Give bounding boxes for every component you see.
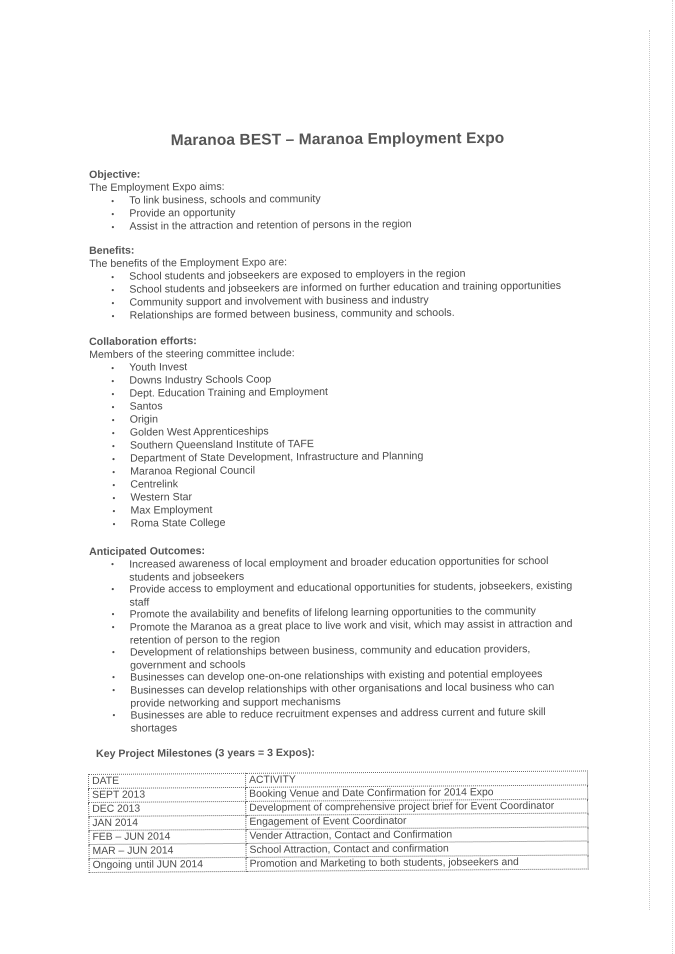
list-item-text: Santos	[129, 400, 163, 413]
milestones-heading: Key Project Milestones (3 years = 3 Expos):	[96, 746, 315, 760]
bullet-icon: •	[112, 493, 116, 503]
objective-heading: Objective:	[89, 168, 141, 181]
bullet-icon: •	[112, 467, 116, 477]
benefits-list	[89, 267, 589, 323]
list-item-text: Development of relationships between business, community and education providers, government and schools	[129, 643, 531, 672]
list-item-text: Businesses can develop relationships with other organisations and local business who can provide networking and support mechanisms	[130, 680, 555, 710]
milestone-date-cell: DEC 2013	[89, 801, 246, 816]
bullet-icon: •	[111, 209, 115, 219]
list-item-text: Community support and involvement with business and industry	[129, 294, 429, 309]
milestone-activity-cell: Booking Venue and Date Confirmation for 2014 Expo	[246, 785, 588, 801]
list-item-text: Department of State Development, Infrastructure and Planning	[130, 450, 424, 465]
list-item	[90, 706, 580, 735]
bullet-icon: •	[111, 622, 115, 632]
list-item-text: Roma State College	[130, 516, 226, 530]
list-item-text: Dept. Education Training and Employment	[129, 385, 329, 400]
bullet-icon: •	[111, 363, 115, 373]
list-item-text: Businesses can develop one-on-one relationships with existing and potential employees	[130, 668, 543, 684]
milestone-date-cell: JAN 2014	[89, 815, 246, 830]
milestone-activity-cell: Development of comprehensive project brief for Event Coordinator	[246, 799, 588, 815]
benefits-heading: Benefits:	[89, 244, 135, 257]
collaboration-heading: Collaboration efforts:	[89, 335, 197, 348]
bullet-icon: •	[111, 428, 115, 438]
bullet-icon: •	[111, 610, 115, 620]
milestone-activity-cell: Vender Attraction, Contact and Confirmation	[246, 827, 588, 843]
milestones-table	[88, 771, 589, 873]
bullet-icon: •	[111, 389, 115, 399]
list-item-text: Origin	[129, 413, 159, 426]
outcomes-section	[89, 542, 581, 736]
bullet-icon: •	[111, 441, 115, 451]
bullet-icon: •	[111, 272, 115, 282]
milestone-activity-cell: Promotion and Marketing to both students, jobseekers and	[246, 855, 588, 871]
document-title: Maranoa BEST – Maranoa Employment Expo	[170, 129, 505, 150]
bullet-icon: •	[111, 584, 115, 594]
bullet-icon: •	[111, 222, 115, 232]
list-item-text: Promote the availability and benefits of lifelong learning opportunities to the community	[129, 605, 536, 622]
benefits-intro: The benefits of the Employment Expo are:	[89, 256, 288, 270]
bullet-icon: •	[111, 298, 115, 308]
bullet-icon: •	[112, 454, 115, 464]
bullet-icon: •	[111, 311, 115, 321]
collaboration-section	[89, 332, 591, 531]
bullet-icon: •	[112, 506, 116, 516]
bullet-icon: •	[111, 196, 115, 206]
bullet-icon: •	[111, 415, 115, 425]
bullet-icon: •	[112, 673, 116, 683]
list-item-text: Businesses are able to reduce recruitment expenses and address current and future skill shortages	[130, 706, 546, 735]
list-item-text: Downs Industry Schools Coop	[129, 373, 272, 387]
bullet-icon: •	[111, 285, 115, 295]
milestone-date-cell: Ongoing until JUN 2014	[89, 857, 246, 872]
bullet-icon: •	[111, 402, 115, 412]
milestone-activity-cell: School Attraction, Contact and confirmation	[246, 841, 588, 857]
list-item-text: Max Employment	[130, 503, 213, 517]
bullet-icon: •	[112, 685, 116, 695]
milestone-date-cell: SEPT 2013	[89, 787, 246, 802]
list-item-text: Centrelink	[130, 478, 179, 491]
list-item-text: Increased awareness of local employment and broader education opportunities for school students and jobseekers	[129, 554, 549, 584]
column-header-activity: ACTIVITY	[245, 771, 587, 787]
bullet-icon: •	[112, 519, 116, 529]
bullet-icon: •	[111, 647, 115, 657]
benefits-section	[89, 241, 590, 323]
scan-edge-line	[649, 30, 651, 910]
bullet-icon: •	[111, 376, 115, 386]
collaboration-intro: Members of the steering committee include:	[89, 347, 295, 361]
outcomes-heading: Anticipated Outcomes:	[89, 544, 206, 558]
bullet-icon: •	[112, 710, 116, 720]
objective-intro: The Employment Expo aims:	[89, 180, 225, 194]
bullet-icon: •	[111, 559, 115, 569]
column-header-date: DATE	[89, 773, 246, 788]
objective-list	[89, 191, 589, 234]
list-item-text: School students and jobseekers are informed on further education and training opportunities	[129, 279, 562, 296]
milestone-date-cell: FEB – JUN 2014	[89, 829, 246, 844]
milestone-activity-cell: Engagement of Event Coordinator	[246, 813, 588, 829]
milestone-date-cell: MAR – JUN 2014	[89, 843, 246, 858]
list-item-text: To link business, schools and community	[129, 192, 321, 207]
list-item-text: School students and jobseekers are exposed to employers in the region	[129, 267, 466, 283]
list-item-text: Golden West Apprenticeships	[129, 425, 269, 439]
bullet-icon: •	[112, 480, 116, 490]
list-item-text: Western Star	[130, 491, 193, 504]
list-item-text: Assist in the attraction and retention of persons in the region	[129, 218, 412, 233]
collaboration-list	[89, 358, 590, 531]
list-item-text: Provide an opportunity	[129, 206, 236, 220]
list-item-text: Relationships are formed between business, community and schools.	[129, 306, 455, 322]
outcomes-list	[89, 555, 581, 736]
list-item-text: Maranoa Regional Council	[130, 464, 256, 478]
list-item-text: Promote the Maranoa as a great place to live work and visit, which may assist in attraction and retention of person to the region	[129, 617, 573, 647]
objective-section	[89, 165, 590, 234]
table-row	[89, 855, 588, 872]
list-item-text: Southern Queensland Institute of TAFE	[129, 438, 314, 452]
list-item-text: Youth Invest	[129, 361, 188, 374]
list-item-text: Provide access to employment and educational opportunities for students, jobseekers, existing staff	[129, 579, 573, 609]
